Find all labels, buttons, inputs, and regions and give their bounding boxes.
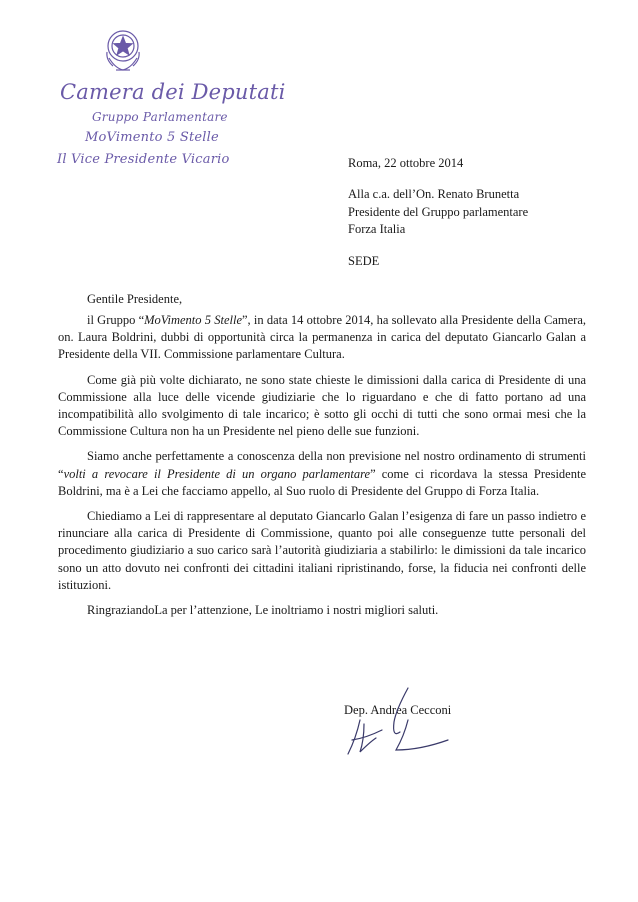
- letterhead-group: Gruppo Parlamentare: [92, 110, 228, 124]
- letter-date: Roma, 22 ottobre 2014: [348, 156, 464, 170]
- salutation: Gentile Presidente,: [87, 292, 183, 306]
- paragraph-5: RingraziandoLa per l’attenzione, Le inoltriamo i nostri migliori saluti.: [87, 603, 439, 618]
- paragraph-3: Siamo anche perfettamente a conoscenza della non previsione nel nostro ordinamento di strumenti “volti a revocare il Presidente di un organo parlamentare” come ci ricordava la stessa Presidente Boldrini, ma è a Lei che facciamo appello, al Suo ruolo di Presidente del Gruppo di Forza Italia.: [58, 449, 586, 498]
- sede-label: SEDE: [348, 254, 380, 268]
- paragraph-2: Come già più volte dichiarato, ne sono state chieste le dimissioni dalla carica di Presidente di una Commissione alla luce delle vicende giudiziarie che lo riguardano e che di fatto portano ad una incompatibilità allo svolgimento di tale incarico; è sotto gli occhi di tutti che sono ormai mesi che la Commissione Cultura non ha un Presidente nel pieno delle sue funzioni.: [58, 372, 586, 439]
- paragraph-4: Chiediamo a Lei di rappresentare al deputato Giancarlo Galan l’esigenza di fare un passo indietro e rinunciare alla carica di Presidente di Commissione, quanto poi alle conseguenze tutte personali del procedimento giudiziario a suo carico sarà l’autorità giudiziaria a stabilirlo: le dimissioni da tale incarico sono un atto dovuto nei confronti dei cittadini italiani ripristinando, forse, la fiducia nei confronti delle istituzioni.: [58, 509, 586, 592]
- recipient-line: Alla c.a. dell’On. Renato Brunetta: [348, 187, 520, 201]
- party-name-emphasis: MoVimento 5 Stelle: [144, 313, 242, 327]
- letterhead-institution: Camera dei Deputati: [60, 80, 286, 104]
- quote-emphasis: volti a revocare il Presidente di un organo parlamentare: [63, 466, 371, 481]
- recipient-line: Forza Italia: [348, 222, 406, 236]
- recipient-address: [348, 186, 528, 239]
- letterhead-party: MoVimento 5 Stelle: [85, 130, 219, 145]
- recipient-line: Presidente del Gruppo parlamentare: [348, 204, 529, 219]
- paragraph-1: il Gruppo “MoVimento 5 Stelle”, in data 14 ottobre 2014, ha sollevato alla Presidente della Camera, on. Laura Boldrini, dubbi di opportunità circa la permanenza in carica del deputato Giancarlo Galan a Presidente della VII. Commissione parlamentare Cultura.: [58, 313, 587, 362]
- letter-body: [58, 312, 586, 627]
- italian-republic-emblem-icon: [101, 24, 145, 74]
- handwritten-signature: [330, 680, 480, 760]
- letterhead-role: Il Vice Presidente Vicario: [57, 152, 230, 167]
- signatory-name: Dep. Andrea Cecconi: [344, 703, 452, 717]
